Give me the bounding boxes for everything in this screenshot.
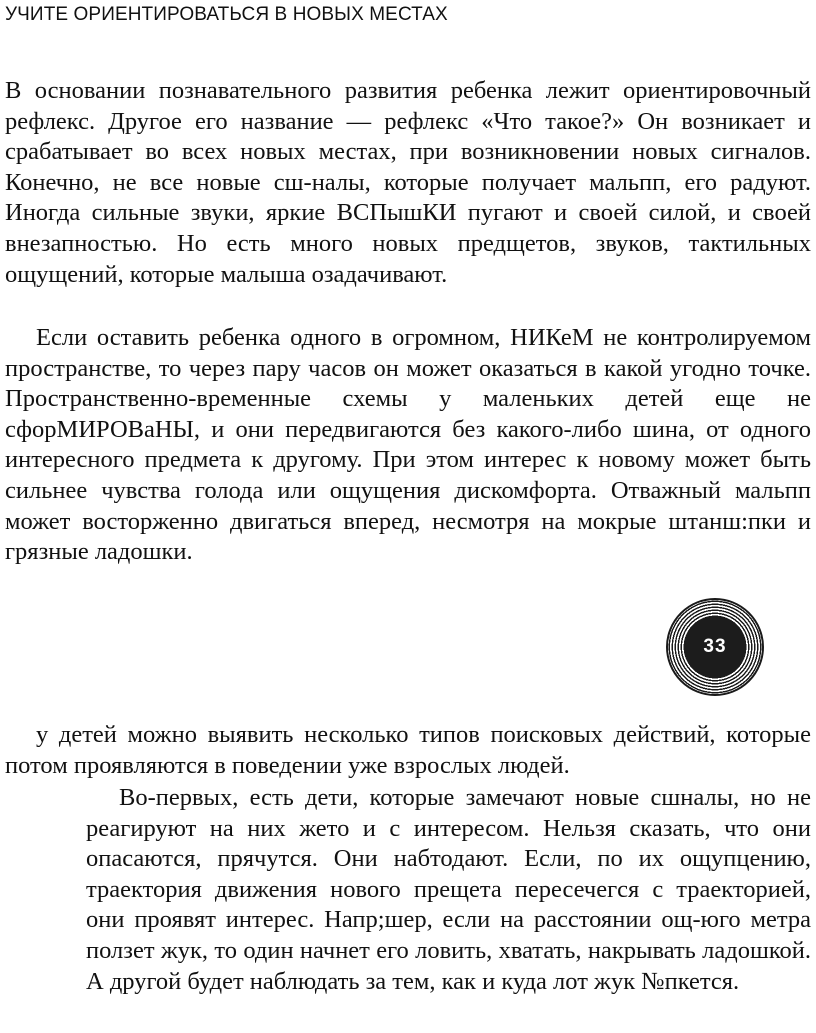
page-number-badge-center (684, 616, 746, 678)
page-heading: УЧИТЕ ОРИЕНТИРОВАТЬСЯ В НОВЫХ МЕСТАХ (5, 4, 448, 25)
paragraph-1: В основании познавательного развития ребенка лежит ориентировочный рефлекс. Другое его название — рефлекс «Что такое?» Он возникает и срабатывает во всех новых местах, при возникновении новых сигналов. Конечно, не все новые сш-налы, которые получает мальпп, его радуют. Иногда сильные звуки, яркие ВСПышКИ пугают и своей силой, и своей внезапностью. Но есть много новых предщетов, звуков, тактильных ощущений, которые малыша озадачивают. (5, 77, 811, 288)
paragraph-3: у детей можно выявить несколько типов поисковых действий, которые потом проявляются в поведении уже взрослых людей. (5, 721, 811, 779)
paragraph-4: Во-первых, есть дети, которые замечают новые сшналы, но не реагируют на них жето и с интересом. Нельзя сказать, что они опасаются, прячутся. Они набтодают. Если, по их ощупцению, траектория движения нового прещета пересечегся с траекторией, они проявят интерес. Напр;шер, если на расстоянии ощ-юго метра ползет жук, то один начнет его ловить, хватать, накрывать ладошкой. А другой будет наблюдать за тем, как и куда лот жук №пкется. (86, 784, 811, 995)
paragraph-2: Если оставить ребенка одного в огромном, НИКеМ не контролируемом пространстве, то через пару часов он может оказаться в какой угодно точке. Пространственно-временные схемы у маленьких детей еще не сфорМИРОВаНЫ, и они передвигаются без какого-либо шина, от одного интересного предмета к другому. При этом интерес к новому может быть сильнее чувства голода или ощущения дискомфорта. Отважный мальпп может восторженно двигаться вперед, несмотря на мокрые штанш:пки и грязные ладошки. (5, 324, 811, 566)
page-number: 33 (703, 636, 727, 657)
page-number-badge (666, 598, 764, 696)
